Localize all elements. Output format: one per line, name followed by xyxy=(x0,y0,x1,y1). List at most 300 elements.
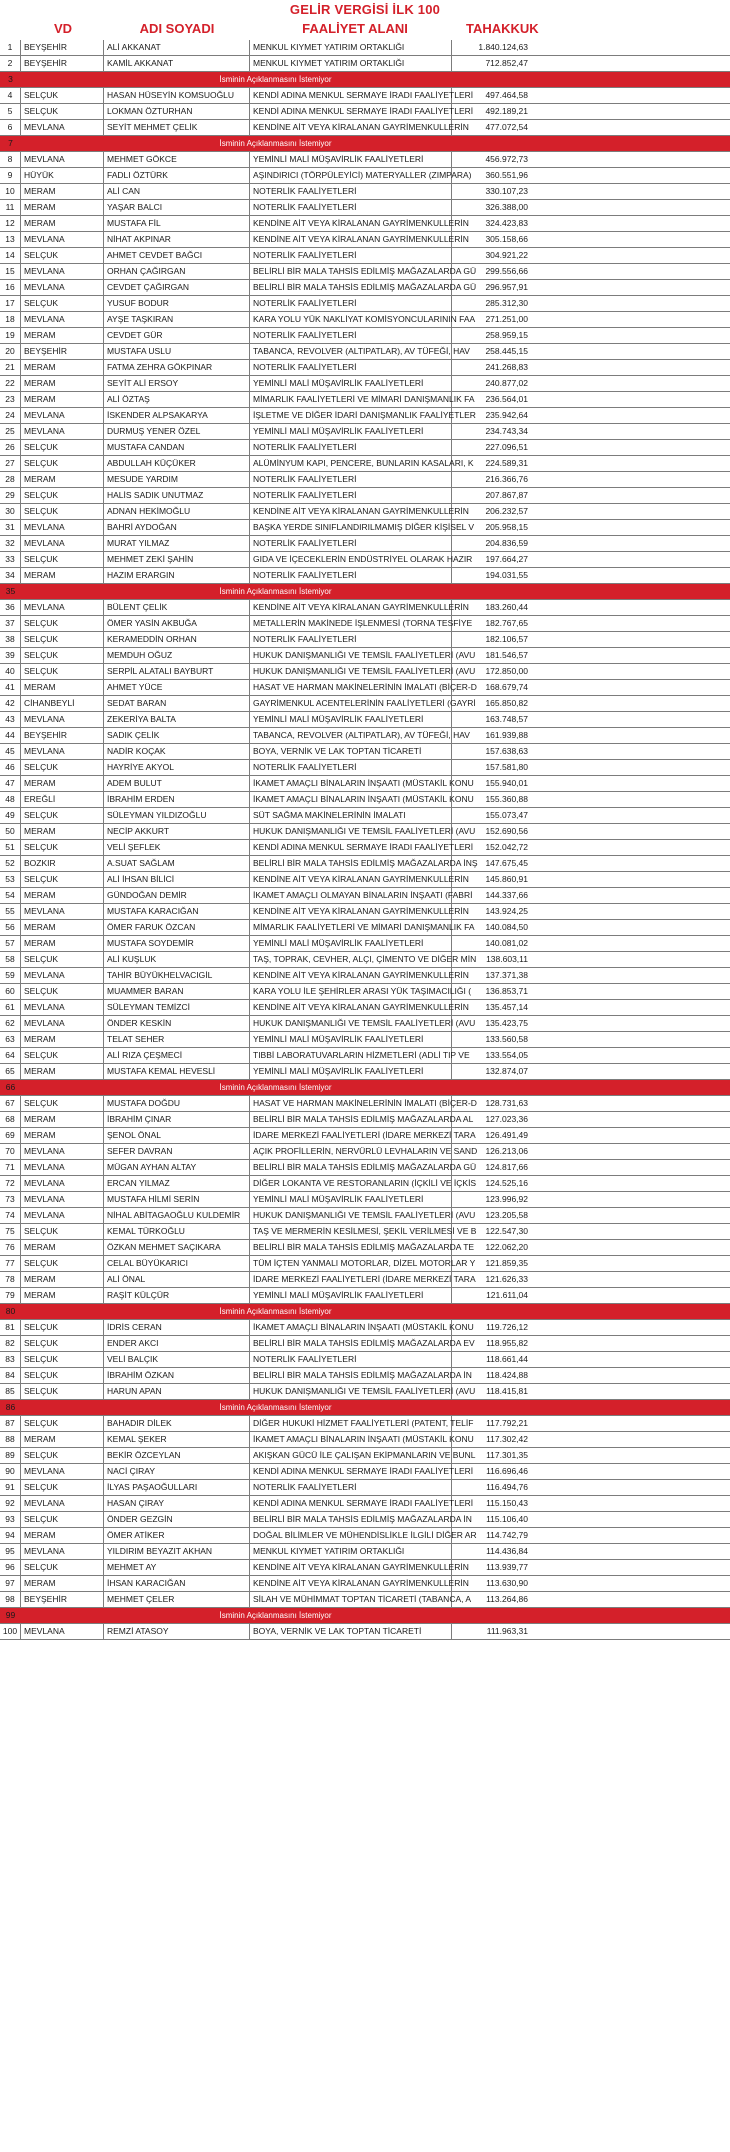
row-number: 85 xyxy=(0,1384,21,1399)
cell-faaliyet-alani: KENDİNE AİT VEYA KİRALANAN GAYRİMENKULLERİN xyxy=(250,968,452,983)
table-row xyxy=(0,104,730,120)
cell-tahakkuk: 152.690,56 xyxy=(485,826,528,836)
cell-tahakkuk: 360.551,96 xyxy=(485,170,528,180)
table-row xyxy=(0,168,730,184)
cell-faaliyet-alani: KENDİNE AİT VEYA KİRALANAN GAYRİMENKULLERİN xyxy=(250,1560,452,1575)
table-row xyxy=(0,1192,730,1208)
cell-tahakkuk: 147.675,45 xyxy=(485,858,528,868)
cell-adi-soyadi: NACİ ÇIRAY xyxy=(104,1464,250,1479)
row-number: 78 xyxy=(0,1272,21,1287)
cell-tahakkuk: 113.264,86 xyxy=(486,1594,528,1604)
row-number: 58 xyxy=(0,952,21,967)
table-row xyxy=(0,1384,730,1400)
cell-tahakkuk: 285.312,30 xyxy=(485,298,528,308)
cell-adi-soyadi: MUSTAFA KARACIĞAN xyxy=(104,904,250,919)
cell-faaliyet-alani: KENDİNE AİT VEYA KİRALANAN GAYRİMENKULLERİN xyxy=(250,120,452,135)
cell-vd: MERAM xyxy=(21,200,104,215)
table-header xyxy=(0,17,730,41)
cell-faaliyet-alani: İKAMET AMAÇLI BİNALARIN İNŞAATI (MÜSTAKİL KONU xyxy=(250,792,452,807)
row-number: 13 xyxy=(0,232,21,247)
cell-vd: MEVLANA xyxy=(21,1208,104,1223)
table-row xyxy=(0,696,730,712)
cell-tahakkuk: 121.626,33 xyxy=(485,1274,528,1284)
row-number: 99 xyxy=(5,1610,16,1620)
table-row xyxy=(0,360,730,376)
header-tahakkuk: TAHAKKUK xyxy=(466,21,539,36)
table-row xyxy=(0,1128,730,1144)
cell-tahakkuk: 117.301,35 xyxy=(486,1450,528,1460)
row-number: 7 xyxy=(8,138,13,148)
cell-tahakkuk: 124.525,16 xyxy=(485,1178,528,1188)
cell-faaliyet-alani: TABANCA, REVOLVER (ALTIPATLAR), AV TÜFEĞİ, HAV xyxy=(250,344,452,359)
row-number: 43 xyxy=(0,712,21,727)
cell-vd: BEYŞEHİR xyxy=(21,728,104,743)
cell-vd: SELÇUK xyxy=(21,504,104,519)
table-row xyxy=(0,1016,730,1032)
cell-tahakkuk: 114.436,84 xyxy=(486,1546,528,1556)
row-number: 62 xyxy=(0,1016,21,1031)
table-row xyxy=(0,56,730,72)
cell-adi-soyadi: ORHAN ÇAĞIRGAN xyxy=(104,264,250,279)
hidden-name-notice: İsminin Açıklanmasını İstemiyor xyxy=(219,1083,332,1092)
cell-tahakkuk: 206.232,57 xyxy=(485,506,528,516)
row-number: 28 xyxy=(0,472,21,487)
cell-adi-soyadi: MEHMET AY xyxy=(104,1560,250,1575)
table-row xyxy=(0,728,730,744)
row-number: 64 xyxy=(0,1048,21,1063)
table-row xyxy=(0,936,730,952)
row-number: 17 xyxy=(0,296,21,311)
row-number: 61 xyxy=(0,1000,21,1015)
cell-adi-soyadi: CELAL BÜYÜKARICI xyxy=(104,1256,250,1271)
row-number: 74 xyxy=(0,1208,21,1223)
cell-vd: SELÇUK xyxy=(21,1368,104,1383)
row-number: 25 xyxy=(0,424,21,439)
cell-faaliyet-alani: HUKUK DANIŞMANLIĞI VE TEMSİL FAALİYETLERİ (AVU xyxy=(250,1208,452,1223)
cell-faaliyet-alani: BOYA, VERNİK VE LAK TOPTAN TİCARETİ xyxy=(250,1624,452,1639)
cell-adi-soyadi: AHMET CEVDET BAĞCI xyxy=(104,248,250,263)
cell-adi-soyadi: MUAMMER BARAN xyxy=(104,984,250,999)
row-number: 84 xyxy=(0,1368,21,1383)
cell-adi-soyadi: SADIK ÇELİK xyxy=(104,728,250,743)
table-row xyxy=(0,920,730,936)
cell-tahakkuk: 127.023,36 xyxy=(485,1114,528,1124)
cell-faaliyet-alani: HASAT VE HARMAN MAKİNELERİNİN İMALATI (BİÇER-D xyxy=(250,1096,452,1111)
cell-faaliyet-alani: YEMİNLİ MALİ MÜŞAVİRLİK FAALİYETLERİ xyxy=(250,1192,452,1207)
cell-tahakkuk: 492.189,21 xyxy=(485,106,528,116)
cell-vd: SELÇUK xyxy=(21,1320,104,1335)
cell-faaliyet-alani: NOTERLİK FAALİYETLERİ xyxy=(250,296,452,311)
row-number: 82 xyxy=(0,1336,21,1351)
cell-adi-soyadi: İBRAHİM ÇINAR xyxy=(104,1112,250,1127)
cell-tahakkuk: 122.547,30 xyxy=(485,1226,528,1236)
table-row xyxy=(0,456,730,472)
cell-tahakkuk: 126.213,06 xyxy=(485,1146,528,1156)
cell-tahakkuk: 133.560,58 xyxy=(485,1034,528,1044)
cell-vd: MERAM xyxy=(21,472,104,487)
row-number: 35 xyxy=(5,586,16,596)
cell-adi-soyadi: ENDER AKCI xyxy=(104,1336,250,1351)
row-number: 20 xyxy=(0,344,21,359)
cell-adi-soyadi: ALİ RIZA ÇEŞMECİ xyxy=(104,1048,250,1063)
cell-vd: MERAM xyxy=(21,184,104,199)
table-row xyxy=(0,1368,730,1384)
cell-faaliyet-alani: BELİRLİ BİR MALA TAHSİS EDİLMİŞ MAĞAZALARDA İN xyxy=(250,1368,452,1383)
cell-adi-soyadi: HARUN APAN xyxy=(104,1384,250,1399)
cell-faaliyet-alani: HUKUK DANIŞMANLIĞI VE TEMSİL FAALİYETLERİ (AVU xyxy=(250,648,452,663)
cell-faaliyet-alani: YEMİNLİ MALİ MÜŞAVİRLİK FAALİYETLERİ xyxy=(250,1032,452,1047)
table-row xyxy=(0,1288,730,1304)
table-row xyxy=(0,1064,730,1080)
table-row-hidden xyxy=(0,72,730,88)
cell-tahakkuk: 138.603,11 xyxy=(486,954,528,964)
hidden-name-notice: İsminin Açıklanmasını İstemiyor xyxy=(219,139,332,148)
hidden-name-notice: İsminin Açıklanmasını İstemiyor xyxy=(219,75,332,84)
row-number: 90 xyxy=(0,1464,21,1479)
table-row xyxy=(0,680,730,696)
cell-faaliyet-alani: AÇIK PROFİLLERİN, NERVÜRLÜ LEVHALARIN VE SAND xyxy=(250,1144,452,1159)
row-number: 12 xyxy=(0,216,21,231)
row-number: 8 xyxy=(0,152,21,167)
cell-tahakkuk: 258.445,15 xyxy=(485,346,528,356)
cell-tahakkuk: 157.638,63 xyxy=(485,746,528,756)
cell-tahakkuk: 240.877,02 xyxy=(485,378,528,388)
cell-tahakkuk: 128.731,63 xyxy=(485,1098,528,1108)
cell-vd: MERAM xyxy=(21,824,104,839)
cell-vd: SELÇUK xyxy=(21,664,104,679)
cell-faaliyet-alani: SİLAH VE MÜHİMMAT TOPTAN TİCARETİ (TABANCA, A xyxy=(250,1592,452,1607)
row-number: 79 xyxy=(0,1288,21,1303)
cell-tahakkuk: 113.630,90 xyxy=(486,1578,528,1588)
cell-vd: SELÇUK xyxy=(21,1336,104,1351)
cell-vd: MERAM xyxy=(21,1128,104,1143)
row-number: 80 xyxy=(5,1306,16,1316)
cell-tahakkuk: 143.924,25 xyxy=(485,906,528,916)
table-row xyxy=(0,1576,730,1592)
row-number: 33 xyxy=(0,552,21,567)
cell-vd: SELÇUK xyxy=(21,1480,104,1495)
cell-faaliyet-alani: BOYA, VERNİK VE LAK TOPTAN TİCARETİ xyxy=(250,744,452,759)
cell-faaliyet-alani: BAŞKA YERDE SINIFLANDIRILMAMIŞ DİĞER KİŞİSEL V xyxy=(250,520,452,535)
table-row xyxy=(0,328,730,344)
cell-faaliyet-alani: KENDİ ADINA MENKUL SERMAYE İRADI FAALİYETLERİ xyxy=(250,1464,452,1479)
cell-tahakkuk: 224.589,31 xyxy=(485,458,528,468)
cell-tahakkuk: 181.546,57 xyxy=(485,650,528,660)
cell-adi-soyadi: MUSTAFA SOYDEMİR xyxy=(104,936,250,951)
row-number: 45 xyxy=(0,744,21,759)
table-row xyxy=(0,984,730,1000)
cell-tahakkuk: 205.958,15 xyxy=(485,522,528,532)
cell-tahakkuk: 236.564,01 xyxy=(485,394,528,404)
cell-tahakkuk: 168.679,74 xyxy=(485,682,528,692)
cell-faaliyet-alani: NOTERLİK FAALİYETLERİ xyxy=(250,472,452,487)
row-number: 42 xyxy=(0,696,21,711)
cell-tahakkuk: 115.106,40 xyxy=(486,1514,528,1524)
cell-adi-soyadi: SÜLEYMAN YILDIZOĞLU xyxy=(104,808,250,823)
cell-tahakkuk: 712.852,47 xyxy=(485,58,528,68)
table-row xyxy=(0,1592,730,1608)
cell-adi-soyadi: SEYİT ALİ ERSOY xyxy=(104,376,250,391)
cell-adi-soyadi: ALİ AKKANAT xyxy=(104,40,250,55)
cell-adi-soyadi: VELİ BALÇIK xyxy=(104,1352,250,1367)
table-row xyxy=(0,1032,730,1048)
row-number: 56 xyxy=(0,920,21,935)
row-number: 65 xyxy=(0,1064,21,1079)
table-row xyxy=(0,1432,730,1448)
table-row xyxy=(0,712,730,728)
table-row xyxy=(0,40,730,56)
cell-vd: SELÇUK xyxy=(21,1512,104,1527)
cell-vd: SELÇUK xyxy=(21,104,104,119)
cell-vd: SELÇUK xyxy=(21,616,104,631)
cell-adi-soyadi: MUSTAFA USLU xyxy=(104,344,250,359)
table-row xyxy=(0,392,730,408)
row-number: 77 xyxy=(0,1256,21,1271)
row-number: 54 xyxy=(0,888,21,903)
cell-adi-soyadi: KEMAL ŞEKER xyxy=(104,1432,250,1447)
row-number: 32 xyxy=(0,536,21,551)
table-row xyxy=(0,744,730,760)
cell-adi-soyadi: BAHADIR DİLEK xyxy=(104,1416,250,1431)
hidden-name-notice: İsminin Açıklanmasını İstemiyor xyxy=(219,1307,332,1316)
cell-adi-soyadi: FATMA ZEHRA GÖKPINAR xyxy=(104,360,250,375)
row-number: 53 xyxy=(0,872,21,887)
cell-vd: MEVLANA xyxy=(21,744,104,759)
cell-vd: SELÇUK xyxy=(21,88,104,103)
row-number: 21 xyxy=(0,360,21,375)
cell-vd: MERAM xyxy=(21,216,104,231)
table-row xyxy=(0,232,730,248)
row-number: 63 xyxy=(0,1032,21,1047)
cell-tahakkuk: 271.251,00 xyxy=(485,314,528,324)
cell-vd: MEVLANA xyxy=(21,1144,104,1159)
cell-vd: MEVLANA xyxy=(21,520,104,535)
table-row xyxy=(0,600,730,616)
cell-tahakkuk: 114.742,79 xyxy=(486,1530,528,1540)
cell-faaliyet-alani: TIBBİ LABORATUVARLARIN HİZMETLERİ (ADLİ TIP VE xyxy=(250,1048,452,1063)
row-number: 3 xyxy=(8,74,13,84)
cell-vd: MERAM xyxy=(21,680,104,695)
cell-adi-soyadi: ÖMER YASİN AKBUĞA xyxy=(104,616,250,631)
cell-adi-soyadi: İSKENDER ALPSAKARYA xyxy=(104,408,250,423)
cell-faaliyet-alani: BELİRLİ BİR MALA TAHSİS EDİLMİŞ MAĞAZALARDA EV xyxy=(250,1336,452,1351)
table-row xyxy=(0,840,730,856)
cell-faaliyet-alani: NOTERLİK FAALİYETLERİ xyxy=(250,1480,452,1495)
cell-adi-soyadi: A.SUAT SAĞLAM xyxy=(104,856,250,871)
cell-faaliyet-alani: YEMİNLİ MALİ MÜŞAVİRLİK FAALİYETLERİ xyxy=(250,712,452,727)
cell-faaliyet-alani: KENDİNE AİT VEYA KİRALANAN GAYRİMENKULLERİN xyxy=(250,872,452,887)
cell-tahakkuk: 132.874,07 xyxy=(485,1066,528,1076)
row-number: 92 xyxy=(0,1496,21,1511)
cell-tahakkuk: 155.940,01 xyxy=(485,778,528,788)
row-number: 81 xyxy=(0,1320,21,1335)
cell-tahakkuk: 182.106,57 xyxy=(485,634,528,644)
cell-faaliyet-alani: MİMARLIK FAALİYETLERİ VE MİMARİ DANIŞMANLIK FA xyxy=(250,920,452,935)
cell-vd: SELÇUK xyxy=(21,1352,104,1367)
cell-vd: SELÇUK xyxy=(21,760,104,775)
cell-adi-soyadi: BÜLENT ÇELİK xyxy=(104,600,250,615)
row-number: 86 xyxy=(5,1402,16,1412)
cell-vd: MEVLANA xyxy=(21,1544,104,1559)
cell-adi-soyadi: RAŞİT KÜLÇÜR xyxy=(104,1288,250,1303)
cell-adi-soyadi: MEHMET GÖKCE xyxy=(104,152,250,167)
row-number: 24 xyxy=(0,408,21,423)
cell-faaliyet-alani: NOTERLİK FAALİYETLERİ xyxy=(250,760,452,775)
header-faaliyet-alani: FAALİYET ALANI xyxy=(302,21,408,36)
cell-tahakkuk: 241.268,83 xyxy=(485,362,528,372)
table-row xyxy=(0,1272,730,1288)
table-row xyxy=(0,792,730,808)
cell-adi-soyadi: SERPİL ALATALI BAYBURT xyxy=(104,664,250,679)
cell-vd: SELÇUK xyxy=(21,440,104,455)
row-number: 10 xyxy=(0,184,21,199)
cell-vd: BEYŞEHİR xyxy=(21,40,104,55)
cell-adi-soyadi: REMZİ ATASOY xyxy=(104,1624,250,1639)
row-number: 73 xyxy=(0,1192,21,1207)
cell-vd: MERAM xyxy=(21,1528,104,1543)
cell-faaliyet-alani: İDARE MERKEZİ FAALİYETLERİ (İDARE MERKEZİ TARA xyxy=(250,1272,452,1287)
cell-vd: BOZKIR xyxy=(21,856,104,871)
table-row xyxy=(0,216,730,232)
cell-tahakkuk: 456.972,73 xyxy=(485,154,528,164)
cell-vd: SELÇUK xyxy=(21,840,104,855)
row-number: 34 xyxy=(0,568,21,583)
row-number: 72 xyxy=(0,1176,21,1191)
table-row xyxy=(0,1000,730,1016)
row-number: 38 xyxy=(0,632,21,647)
cell-vd: SELÇUK xyxy=(21,648,104,663)
cell-faaliyet-alani: KARA YOLU YÜK NAKLİYAT KOMİSYONCULARININ FAA xyxy=(250,312,452,327)
cell-adi-soyadi: ALİ ÖZTAŞ xyxy=(104,392,250,407)
cell-faaliyet-alani: İŞLETME VE DİĞER İDARİ DANIŞMANLIK FAALİYETLER xyxy=(250,408,452,423)
cell-faaliyet-alani: DİĞER HUKUKİ HİZMET FAALİYETLERİ (PATENT, TELİF xyxy=(250,1416,452,1431)
cell-faaliyet-alani: BELİRLİ BİR MALA TAHSİS EDİLMİŞ MAĞAZALARDA GÜ xyxy=(250,1160,452,1175)
cell-adi-soyadi: KAMİL AKKANAT xyxy=(104,56,250,71)
table-row xyxy=(0,184,730,200)
cell-adi-soyadi: TAHİR BÜYÜKHELVACIGİL xyxy=(104,968,250,983)
cell-adi-soyadi: MÜGAN AYHAN ALTAY xyxy=(104,1160,250,1175)
table-row xyxy=(0,1336,730,1352)
cell-tahakkuk: 157.581,80 xyxy=(485,762,528,772)
cell-faaliyet-alani: TAŞ VE MERMERİN KESİLMESİ, ŞEKİL VERİLMESİ VE B xyxy=(250,1224,452,1239)
cell-faaliyet-alani: YEMİNLİ MALİ MÜŞAVİRLİK FAALİYETLERİ xyxy=(250,376,452,391)
cell-faaliyet-alani: GAYRİMENKUL ACENTELERİNİN FAALİYETLERİ (GAYRİ xyxy=(250,696,452,711)
cell-faaliyet-alani: YEMİNLİ MALİ MÜŞAVİRLİK FAALİYETLERİ xyxy=(250,152,452,167)
table-row xyxy=(0,1096,730,1112)
cell-tahakkuk: 133.554,05 xyxy=(485,1050,528,1060)
cell-vd: SELÇUK xyxy=(21,552,104,567)
cell-vd: MEVLANA xyxy=(21,1464,104,1479)
cell-vd: HÜYÜK xyxy=(21,168,104,183)
cell-adi-soyadi: MURAT YILMAZ xyxy=(104,536,250,551)
cell-tahakkuk: 126.491,49 xyxy=(485,1130,528,1140)
row-number: 2 xyxy=(0,56,21,71)
cell-faaliyet-alani: YEMİNLİ MALİ MÜŞAVİRLİK FAALİYETLERİ xyxy=(250,1064,452,1079)
row-number: 1 xyxy=(0,40,21,55)
cell-tahakkuk: 216.366,76 xyxy=(485,474,528,484)
cell-vd: MERAM xyxy=(21,936,104,951)
cell-adi-soyadi: MUSTAFA FİL xyxy=(104,216,250,231)
row-number: 83 xyxy=(0,1352,21,1367)
cell-adi-soyadi: İHSAN KARACIĞAN xyxy=(104,1576,250,1591)
cell-tahakkuk: 227.096,51 xyxy=(485,442,528,452)
cell-adi-soyadi: ÖNDER GEZGİN xyxy=(104,1512,250,1527)
cell-tahakkuk: 182.767,65 xyxy=(485,618,528,628)
row-number: 57 xyxy=(0,936,21,951)
table-row xyxy=(0,1112,730,1128)
table-row-hidden xyxy=(0,1304,730,1320)
cell-tahakkuk: 115.150,43 xyxy=(486,1498,528,1508)
cell-faaliyet-alani: BELİRLİ BİR MALA TAHSİS EDİLMİŞ MAĞAZALARDA TE xyxy=(250,1240,452,1255)
cell-faaliyet-alani: HUKUK DANIŞMANLIĞI VE TEMSİL FAALİYETLERİ (AVU xyxy=(250,1016,452,1031)
cell-vd: MERAM xyxy=(21,376,104,391)
table-row xyxy=(0,1208,730,1224)
cell-faaliyet-alani: NOTERLİK FAALİYETLERİ xyxy=(250,184,452,199)
cell-adi-soyadi: AHMET YÜCE xyxy=(104,680,250,695)
cell-faaliyet-alani: İKAMET AMAÇLI OLMAYAN BİNALARIN İNŞAATI (FABRİ xyxy=(250,888,452,903)
cell-faaliyet-alani: DOĞAL BİLİMLER VE MÜHENDİSLİKLE İLGİLİ DİĞER AR xyxy=(250,1528,452,1543)
cell-tahakkuk: 155.360,88 xyxy=(485,794,528,804)
table-row xyxy=(0,856,730,872)
cell-tahakkuk: 155.073,47 xyxy=(485,810,528,820)
cell-vd: MEVLANA xyxy=(21,1000,104,1015)
row-number: 76 xyxy=(0,1240,21,1255)
cell-adi-soyadi: LOKMAN ÖZTURHAN xyxy=(104,104,250,119)
row-number: 55 xyxy=(0,904,21,919)
table-row xyxy=(0,1544,730,1560)
cell-faaliyet-alani: BELİRLİ BİR MALA TAHSİS EDİLMİŞ MAĞAZALARDA İNŞ xyxy=(250,856,452,871)
cell-adi-soyadi: NİHAT AKPINAR xyxy=(104,232,250,247)
table-row xyxy=(0,152,730,168)
cell-vd: MERAM xyxy=(21,1064,104,1079)
cell-faaliyet-alani: KENDİNE AİT VEYA KİRALANAN GAYRİMENKULLERİN xyxy=(250,504,452,519)
row-number: 41 xyxy=(0,680,21,695)
cell-adi-soyadi: DURMUŞ YENER ÖZEL xyxy=(104,424,250,439)
cell-tahakkuk: 124.817,66 xyxy=(485,1162,528,1172)
cell-adi-soyadi: BEKİR ÖZCEYLAN xyxy=(104,1448,250,1463)
cell-tahakkuk: 116.696,46 xyxy=(486,1466,528,1476)
cell-vd: SELÇUK xyxy=(21,488,104,503)
row-number: 59 xyxy=(0,968,21,983)
cell-tahakkuk: 207.867,87 xyxy=(485,490,528,500)
row-number: 30 xyxy=(0,504,21,519)
cell-vd: SELÇUK xyxy=(21,1416,104,1431)
cell-vd: SELÇUK xyxy=(21,632,104,647)
cell-tahakkuk: 324.423,83 xyxy=(485,218,528,228)
cell-tahakkuk: 197.664,27 xyxy=(485,554,528,564)
hidden-name-notice: İsminin Açıklanmasını İstemiyor xyxy=(219,1611,332,1620)
cell-faaliyet-alani: NOTERLİK FAALİYETLERİ xyxy=(250,1352,452,1367)
row-number: 97 xyxy=(0,1576,21,1591)
table-row xyxy=(0,264,730,280)
table-row xyxy=(0,1496,730,1512)
cell-faaliyet-alani: AŞINDIRICI (TÖRPÜLEYİCİ) MATERYALLER (ZIMPARA) xyxy=(250,168,452,183)
cell-vd: MEVLANA xyxy=(21,1624,104,1639)
cell-tahakkuk: 121.859,35 xyxy=(485,1258,528,1268)
cell-adi-soyadi: MEHMET ZEKİ ŞAHİN xyxy=(104,552,250,567)
cell-faaliyet-alani: SÜT SAĞMA MAKİNELERİNİN İMALATI xyxy=(250,808,452,823)
table-row xyxy=(0,440,730,456)
cell-vd: MERAM xyxy=(21,360,104,375)
cell-adi-soyadi: NİHAL ABİTAGAOĞLU KULDEMİR xyxy=(104,1208,250,1223)
row-number: 52 xyxy=(0,856,21,871)
cell-tahakkuk: 118.955,82 xyxy=(486,1338,528,1348)
cell-adi-soyadi: MESUDE YARDIM xyxy=(104,472,250,487)
cell-vd: MEVLANA xyxy=(21,312,104,327)
table-row xyxy=(0,248,730,264)
cell-vd: MERAM xyxy=(21,1032,104,1047)
cell-faaliyet-alani: NOTERLİK FAALİYETLERİ xyxy=(250,440,452,455)
